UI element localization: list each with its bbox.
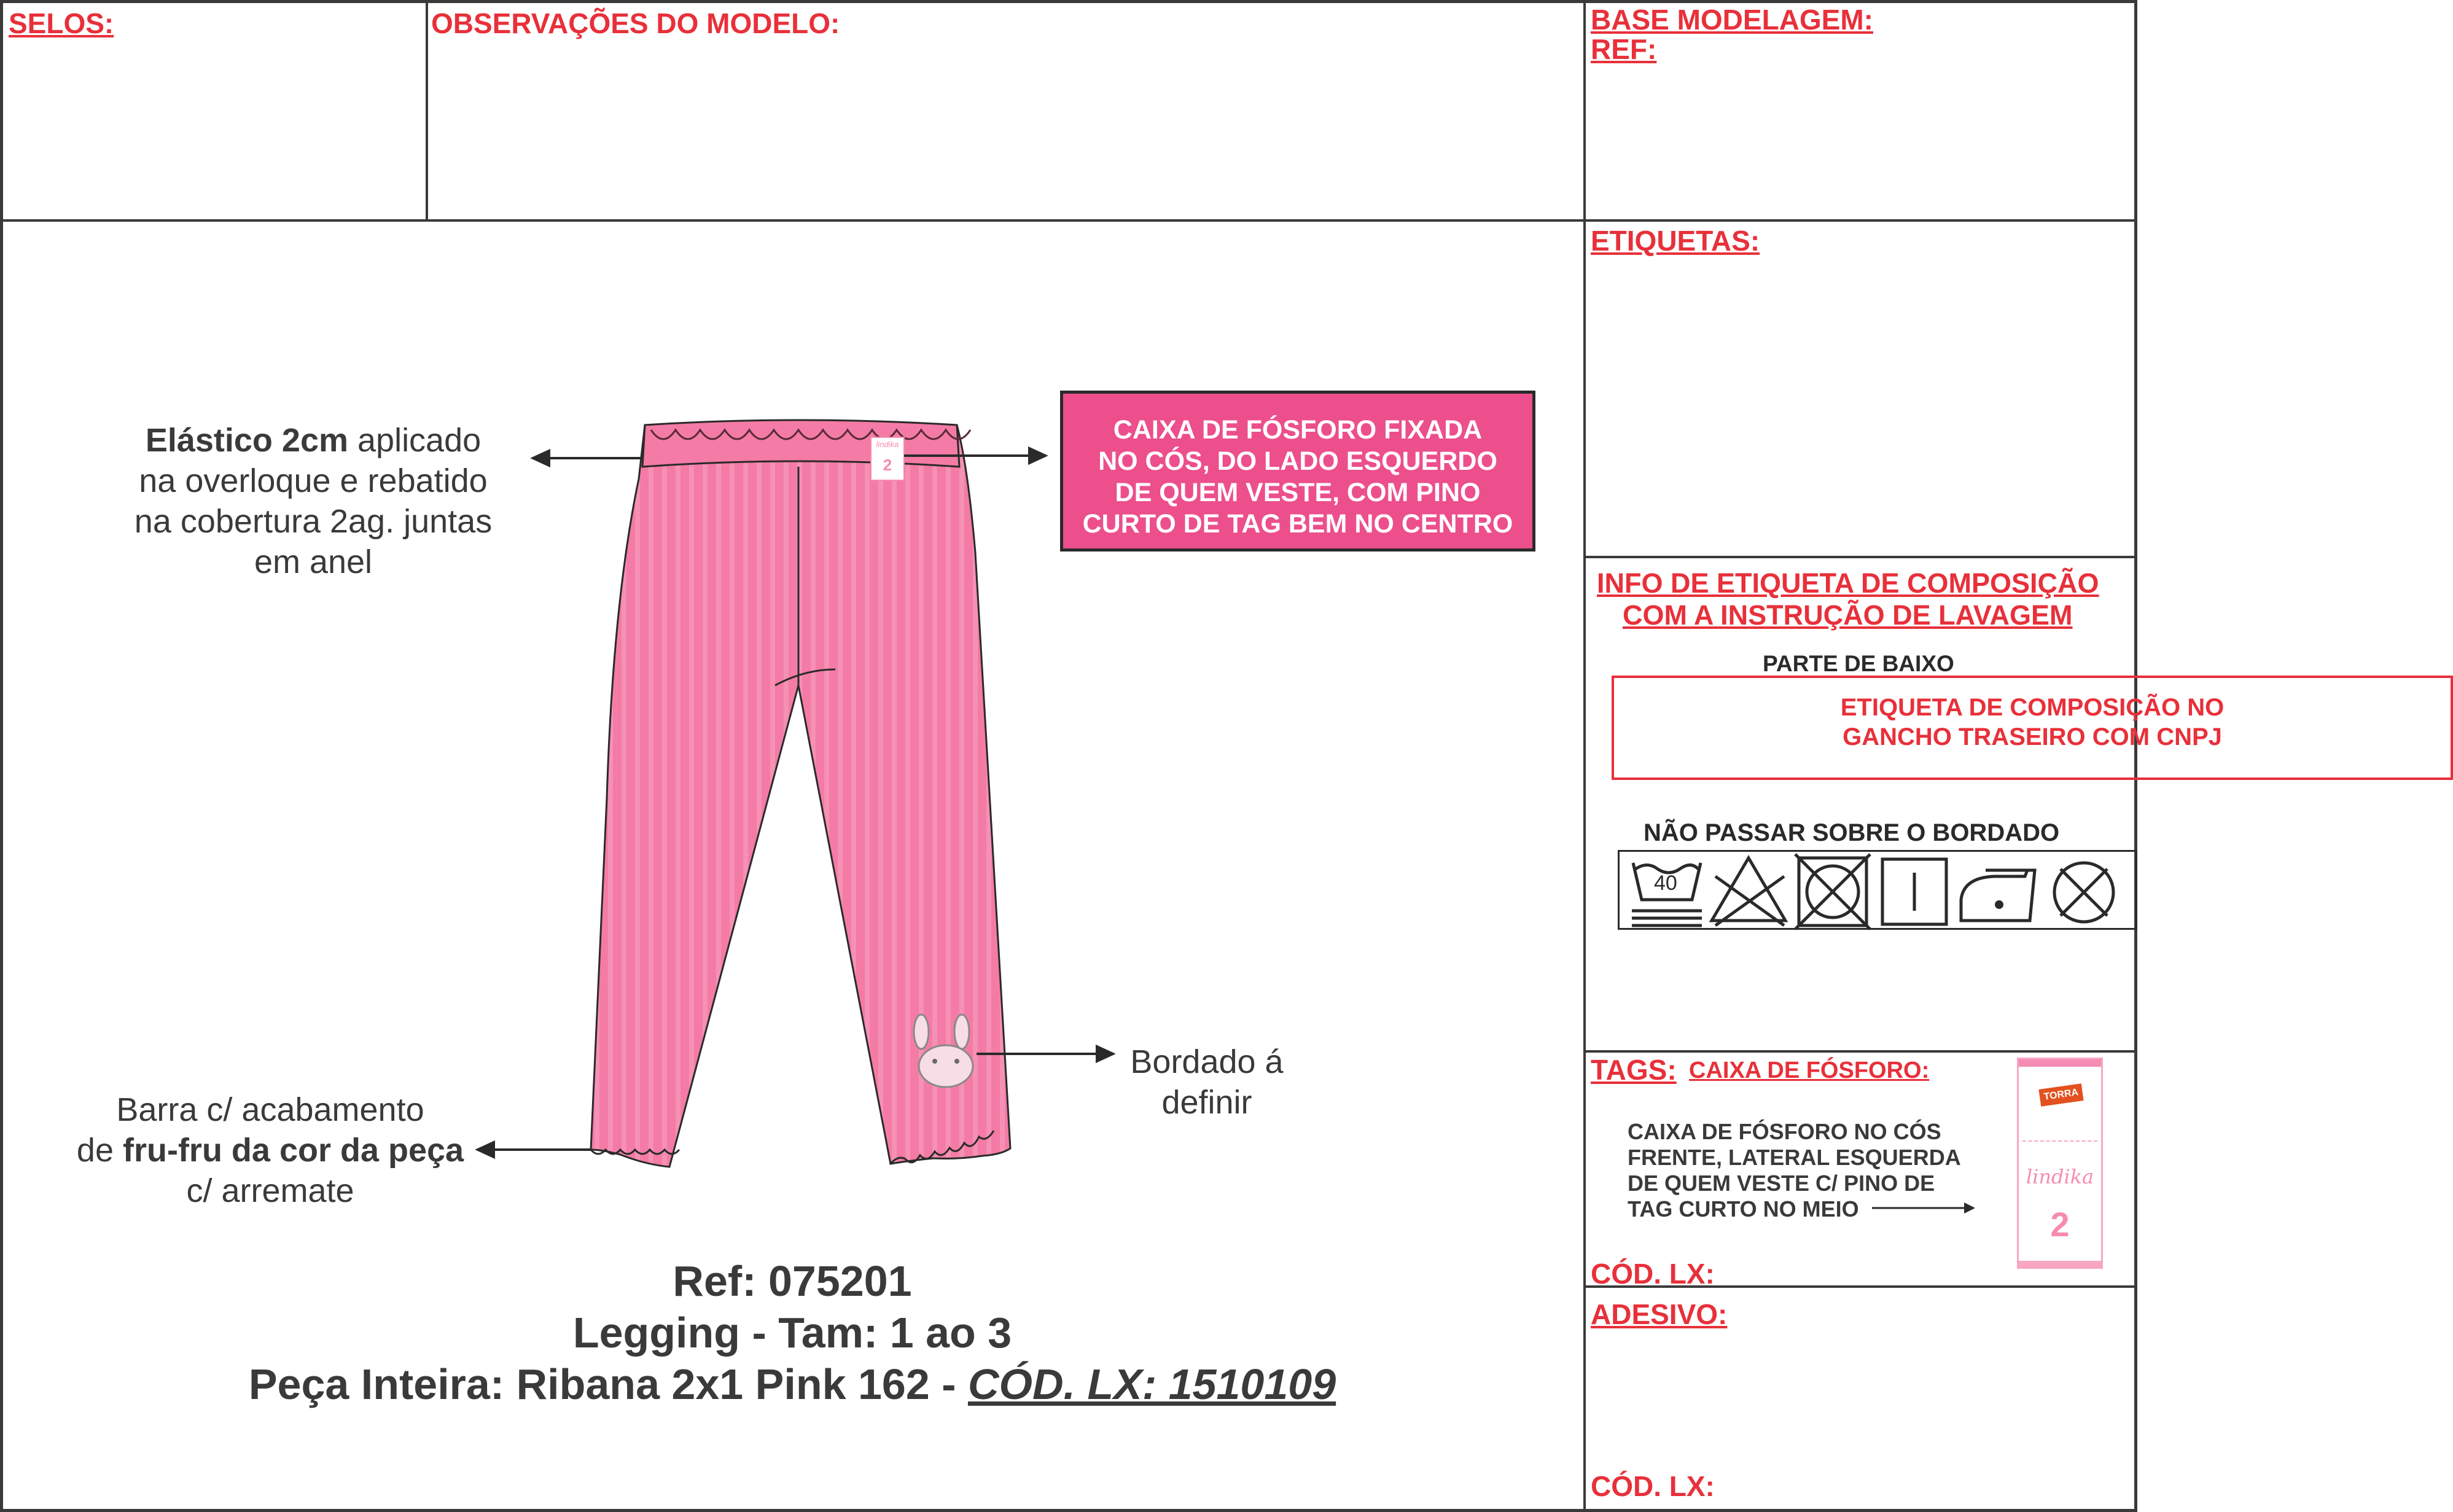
tags-label: TAGS: [1591, 1054, 1677, 1086]
bordado-note [1099, 1042, 1314, 1123]
hang-tag-dashes [2022, 1140, 2097, 1142]
bordado-line2: definir [1161, 1084, 1252, 1121]
sidebar-row-1 [1585, 556, 2137, 558]
base-modelagem-label: BASE MODELAGEM: [1591, 4, 1873, 36]
hang-tag-brand: lindika [2026, 1165, 2094, 1188]
tags-line4: TAG CURTO NO MEIO [1628, 1196, 1859, 1222]
pink-line2: NO CÓS, DO LADO ESQUERDO [1098, 446, 1497, 476]
sidebar-row-2 [1585, 1050, 2137, 1053]
tags-line3: DE QUEM VESTE C/ PINO DE [1628, 1171, 1935, 1196]
caixa-fosforo-box [1060, 391, 1535, 551]
cod-lx-label-2: CÓD. LX: [1591, 1470, 1715, 1502]
elastic-note [92, 420, 534, 582]
adesivo-label: ADESIVO: [1591, 1298, 1728, 1330]
composicao-line1: ETIQUETA DE COMPOSIÇÃO NO [1840, 694, 2225, 721]
composicao-line2: GANCHO TRASEIRO COM CNPJ [1843, 723, 2222, 750]
hang-tag-brand-badge [2038, 1083, 2083, 1106]
hang-tag-card [2017, 1058, 2103, 1269]
barra-line2 [37, 1130, 504, 1171]
parte-de-baixo-label: PARTE DE BAIXO [1763, 651, 1954, 676]
bordado-line1: Bordado á [1130, 1043, 1284, 1080]
cod-lx-label: CÓD. LX: [1591, 1258, 1715, 1290]
pink-line4: CURTO DE TAG BEM NO CENTRO [1082, 509, 1513, 539]
barra-prefix: de [76, 1132, 123, 1169]
tags-arrow [1872, 1199, 1976, 1217]
no-tumble-dry-icon [1795, 854, 1870, 929]
tags-line2: FRENTE, LATERAL ESQUERDA [1628, 1145, 1961, 1170]
barra-line1: Barra c/ acabamento [116, 1091, 424, 1128]
footer-piece-code: CÓD. LX: 1510109 [967, 1360, 1336, 1408]
composicao-box [1612, 676, 2453, 780]
caixa-fosforo-label: CAIXA DE FÓSFORO: [1689, 1058, 1930, 1083]
observacoes-label: OBSERVAÇÕES DO MODELO: [431, 7, 840, 39]
tags-line1: CAIXA DE FÓSFORO NO CÓS [1628, 1119, 1941, 1144]
nao-passar-label: NÃO PASSAR SOBRE O BORDADO [1644, 819, 2060, 846]
footer-piece-prefix: Peça Inteira: Ribana 2x1 Pink 162 - [248, 1360, 968, 1408]
elastic-bold: Elástico 2cm [145, 422, 348, 459]
hang-tag-top-band [2019, 1059, 2101, 1067]
elastic-rest1: aplicado [348, 422, 482, 459]
elastic-line2: na overloque e rebatido [139, 462, 488, 499]
line-dry-icon [1882, 859, 1946, 924]
care-symbols-box [1618, 850, 2137, 930]
wash-temp-label: 40 [1654, 871, 1677, 895]
ref-label: REF: [1591, 33, 1657, 65]
no-bleach-icon [1712, 858, 1785, 926]
info-title-line2: COM A INSTRUÇÃO DE LAVAGEM [1623, 599, 2073, 631]
elastic-line3: na cobertura 2ag. juntas [134, 503, 493, 540]
pink-line1: CAIXA DE FÓSFORO FIXADA [1113, 415, 1483, 445]
hang-tag-size: 2 [2050, 1205, 2070, 1244]
footer-piece [0, 1360, 1585, 1409]
no-dry-clean-icon [2054, 863, 2113, 922]
waist-tag-brand: lindika [876, 440, 899, 449]
info-title-line1: INFO DE ETIQUETA DE COMPOSIÇÃO [1597, 567, 2099, 599]
footer-model: Legging - Tam: 1 ao 3 [572, 1309, 1012, 1357]
footer-ref: Ref: 075201 [673, 1257, 912, 1305]
elastic-line4: em anel [254, 544, 373, 580]
iron-low-icon [1961, 870, 2035, 921]
barra-bold: fru-fru da cor da peça [122, 1132, 464, 1169]
pink-line3: DE QUEM VESTE, COM PINO [1115, 478, 1481, 507]
hang-tag-brand-top: TORRA [2043, 1087, 2080, 1102]
selos-label: SELOS: [9, 7, 114, 39]
waist-tag-size: 2 [883, 456, 892, 474]
barra-note [37, 1089, 504, 1211]
elastic-line1 [92, 420, 534, 461]
hang-tag-bottom-band [2019, 1261, 2101, 1267]
barra-line3: c/ arremate [186, 1172, 354, 1209]
waistband [642, 420, 959, 467]
etiquetas-label: ETIQUETAS: [1591, 225, 1760, 257]
